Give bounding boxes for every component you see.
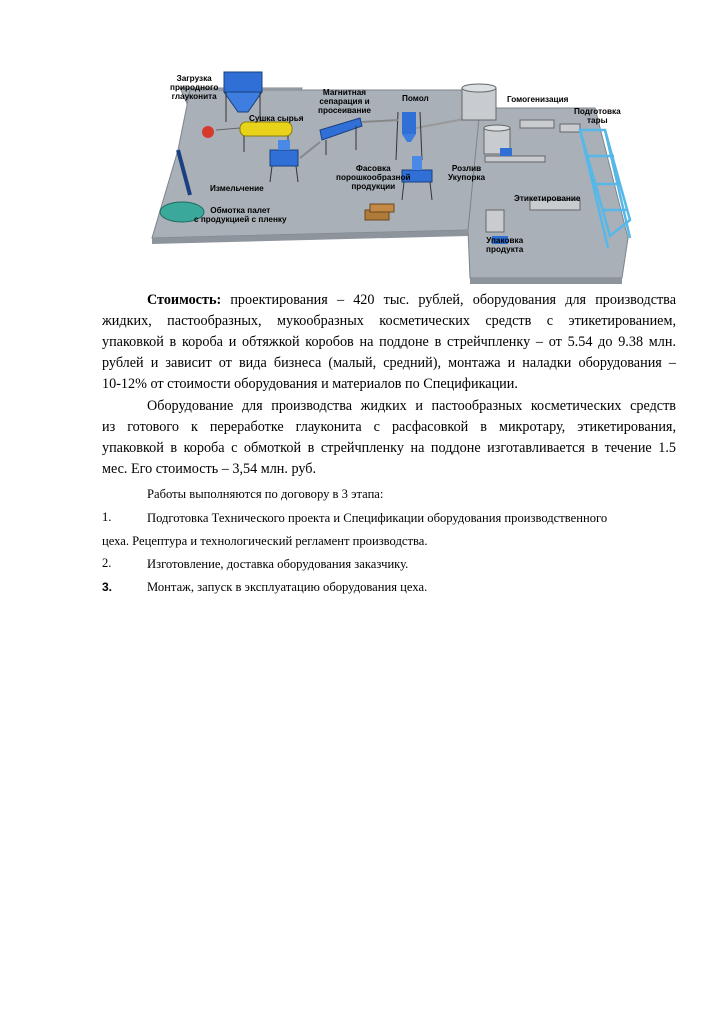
production-layout-diagram [140,60,640,285]
label-container-prep: Подготовка тары [574,107,621,126]
stages-intro: Работы выполняются по договору в 3 этапа: [147,487,384,501]
stage-2-text: Изготовление, доставка оборудования заказчику. [147,557,409,571]
label-drying: Сушка сырья [249,114,304,123]
stage-1-number: 1. [102,510,112,524]
equipment-line-4: мес. Его стоимость – 3,54 млн. руб. [102,461,317,477]
label-magnetic-separation: Магнитная сепарация и просеивание [318,88,371,116]
label-grinding: Измельчение [210,184,264,193]
equipment-line-3: упаковкой в короба с обмоткой в стрейчпленку на поддоне изготавливается в течение 1.5 [102,440,676,456]
equipment-line-1: Оборудование для производства жидких и пастообразных косметических средств [147,398,676,414]
equipment-line-2: из готового к переработке глауконита с расфасовкой в микротару, этикетирования, [102,419,676,435]
cost-line-5: 10-12% от стоимости оборудования и материалов по Спецификации. [102,376,518,392]
label-homogenization: Гомогенизация [507,95,569,104]
label-powder-packing: Фасовка порошкообразной продукции [336,164,411,192]
cost-line-1: проектирования – 420 тыс. рублей, оборудования для производства [230,292,676,308]
cost-paragraph [102,290,676,395]
label-milling: Помол [402,94,429,103]
stage-1-text-cont: цеха. Рецептура и технологический регламент производства. [102,534,428,548]
equipment-paragraph [102,396,676,480]
stage-3-number: 3. [102,580,113,594]
label-pallet-wrap: Обмотка палет с продукцией с пленку [194,206,287,225]
cost-line-3: упаковкой в короба и обтяжкой коробов на поддоне в стрейчпленку – от 5.54 до 9.38 млн. [102,334,676,350]
label-bottling: Розлив Укупорка [448,164,486,183]
cost-line-2: жидких, пастообразных, мукообразных косметических средств с этикетированием, [102,313,676,329]
label-loading: Загрузка природного глауконита [170,74,219,102]
stage-3-text: Монтаж, запуск в эксплуатацию оборудования цеха. [147,580,428,594]
cost-line-4: рублей и зависит от вида бизнеса (малый, средний), монтажа и наладки оборудования – [102,355,676,371]
label-labeling: Этикетирование [514,194,581,203]
stage-2-number: 2. [102,556,112,570]
label-product-packing: Упаковка продукта [486,236,524,255]
cost-lead: Стоимость: [147,292,222,308]
stage-1-text: Подготовка Технического проекта и Спецификации оборудования производственного [147,511,608,525]
